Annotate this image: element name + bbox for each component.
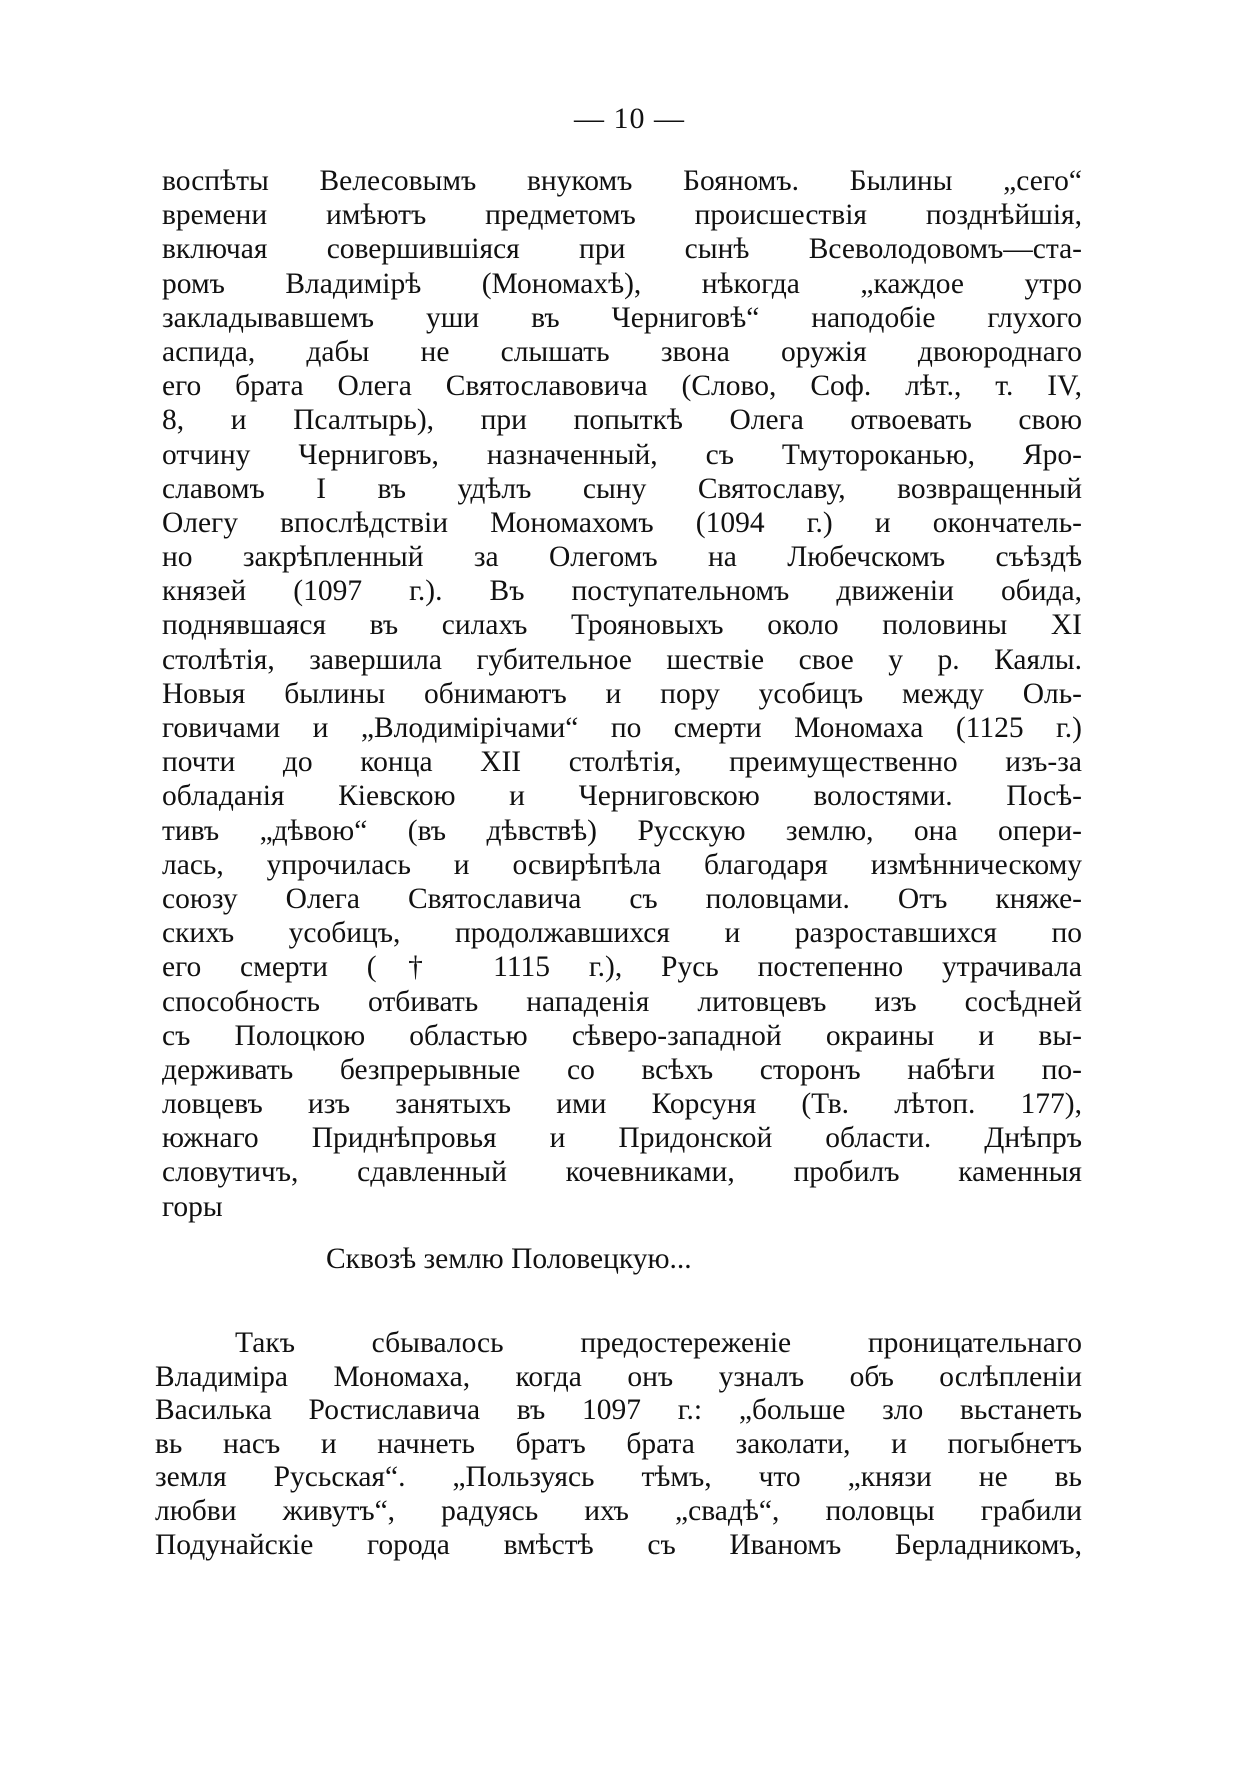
paragraph-1	[162, 164, 1082, 1224]
text-line: но закрѣпленный за Олегомъ на Любечскомъ съѣздѣ	[162, 541, 1082, 574]
text-line: Владиміра Мономаха, когда онъ узналъ объ ослѣпленіи	[155, 1360, 1082, 1393]
text-line: способность отбивать нападенія литовцевъ изъ сосѣдней	[162, 985, 1082, 1018]
text-line: любви живутъ“, радуясь ихъ „свадѣ“, половцы грабили	[155, 1494, 1082, 1527]
text-line: южнаго Приднѣпровья и Придонской области. Днѣпръ	[162, 1122, 1082, 1155]
text-line: славомъ I въ удѣлъ сыну Святославу, возвращенный	[162, 472, 1082, 505]
text-line: почти до конца XII столѣтія, преимущественно изъ-за	[162, 746, 1082, 779]
text-line: держивать безпрерывные со всѣхъ сторонъ набѣги по-	[162, 1053, 1082, 1086]
text-line: ромъ Владимірѣ (Мономахѣ), нѣкогда „каждое утро	[162, 267, 1082, 300]
text-line: вь насъ и начнеть братъ брата заколати, и погыбнетъ	[155, 1427, 1082, 1460]
text-line: воспѣты Велесовымъ внукомъ Бояномъ. Былины „сего“	[162, 165, 1082, 197]
text-line: земля Русьская“. „Пользуясь тѣмъ, что „князи не вь	[155, 1461, 1082, 1494]
text-line: говичами и „Влодимірічами“ по смерти Мономаха (1125 г.)	[162, 712, 1082, 744]
text-line: поднявшаяся въ силахъ Трояновыхъ около половины XI	[162, 609, 1082, 642]
verse-quote: Сквозѣ землю Половецкую...	[326, 1243, 692, 1275]
text-line: Василька Ростиславича въ 1097 г.: „больше зло вьстанеть	[155, 1394, 1082, 1427]
text-line: князей (1097 г.). Въ поступательномъ движеніи обида,	[162, 575, 1082, 608]
text-line: аспида, дабы не слышать звона оружія двоюроднаго	[162, 335, 1082, 368]
text-line: Олегу впослѣдствіи Мономахомъ (1094 г.) и окончатель-	[162, 506, 1082, 539]
text-line: отчину Черниговъ, назначенный, съ Тмутороканью, Яро-	[162, 438, 1082, 471]
text-line: времени имѣютъ предметомъ происшествія позднѣйшія,	[162, 199, 1082, 232]
text-line: скихъ усобицъ, продолжавшихся и разроставшихся по	[162, 917, 1082, 950]
text-line: горы	[162, 1190, 223, 1223]
text-line: ловцевъ изъ занятыхъ ими Корсуня (Тв. лѣтоп. 177),	[162, 1088, 1082, 1121]
text-line: его смерти († 1115 г.), Русь постепенно утрачивала	[162, 951, 1082, 984]
text-line: столѣтія, завершила губительное шествіе свое у р. Каялы.	[162, 643, 1082, 676]
text-line: закладывавшемъ уши въ Черниговѣ“ наподобіе глухого	[162, 301, 1082, 334]
text-line: Такъ сбывалось предостереженіе проницательнаго	[235, 1327, 1082, 1359]
text-line: словутичъ, сдавленный кочевниками, пробилъ каменныя	[162, 1156, 1082, 1189]
text-line: включая совершившіяся при сынѣ Всеволодовомъ—ста-	[162, 233, 1082, 266]
text-line: тивъ „дѣвою“ (въ дѣвствѣ) Русскую землю, она опери-	[162, 814, 1082, 847]
text-line: Новыя былины обнимаютъ и пору усобицъ между Оль-	[162, 677, 1082, 710]
text-line: союзу Олега Святославича съ половцами. Отъ княже-	[162, 882, 1082, 915]
text-line: обладанія Кіевскою и Черниговскою волостями. Посѣ-	[162, 780, 1082, 813]
text-line: Подунайскіе города вмѣстѣ съ Иваномъ Берладникомъ,	[155, 1528, 1082, 1561]
paragraph-2	[155, 1327, 1082, 1562]
text-line: лась, упрочилась и освирѣпѣла благодаря измѣнническому	[162, 848, 1082, 881]
page-number: — 10 —	[574, 102, 685, 135]
text-line: 8, и Псалтырь), при попыткѣ Олега отвоевать свою	[162, 404, 1082, 437]
text-line: его брата Олега Святославовича (Слово, Соф. лѣт., т. IV,	[162, 370, 1082, 403]
text-line: съ Полоцкою областью сѣверо-западной окраины и вы-	[162, 1019, 1082, 1052]
